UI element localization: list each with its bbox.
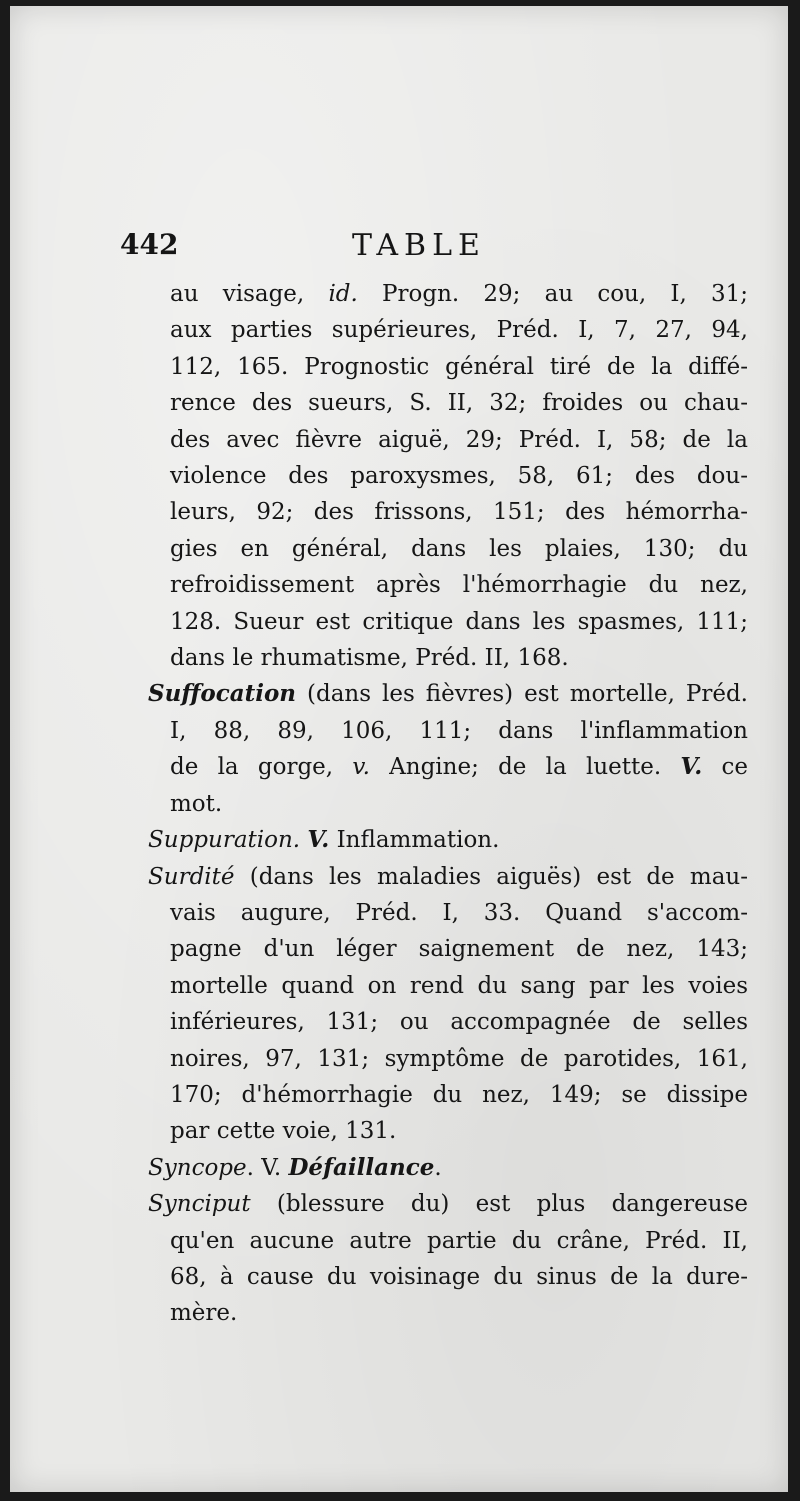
text-segment: (blessure du) est plus dangereuse — [250, 1191, 748, 1218]
text-segment: 112, 165. Prognostic général tiré de la diffé- — [170, 353, 748, 380]
emphasized-text: V. — [307, 826, 330, 854]
emphasized-text: V. — [680, 753, 703, 781]
text-line — [148, 749, 748, 785]
text-line — [148, 859, 748, 895]
text-segment: des avec fièvre aiguë, 29; Préd. I, 58; de la — [170, 426, 748, 453]
text-segment: . V. — [246, 1154, 289, 1181]
emphasized-text: Défaillance — [288, 1153, 435, 1181]
emphasized-text: Suppuration. — [148, 827, 301, 854]
text-line — [148, 676, 748, 712]
text-line — [148, 713, 748, 749]
text-line — [148, 494, 748, 530]
text-line — [148, 1295, 748, 1331]
emphasized-text: Surdité — [148, 863, 235, 890]
text-segment: pagne d'un léger saignement de nez, 143; — [170, 936, 748, 963]
text-segment: leurs, 92; des frissons, 151; des hémorrha- — [170, 499, 748, 526]
text-segment: . — [434, 1154, 442, 1181]
text-line — [148, 968, 748, 1004]
text-line — [148, 895, 748, 931]
text-segment: refroidissement après l'hémorrhagie du nez, — [170, 572, 748, 599]
text-segment: mère. — [170, 1300, 238, 1327]
text-segment: aux parties supérieures, Préd. I, 7, 27, 94, — [170, 317, 748, 344]
text-segment: Inflammation. — [329, 827, 500, 854]
text-line — [148, 531, 748, 567]
running-title: TABLE — [352, 228, 486, 263]
text-segment: gies en général, dans les plaies, 130; du — [170, 535, 748, 562]
emphasized-text: Syncope — [148, 1154, 247, 1181]
text-line — [148, 822, 748, 858]
text-line — [148, 1259, 748, 1295]
text-line — [148, 1186, 748, 1222]
text-line — [148, 604, 748, 640]
text-segment: vais augure, Préd. I, 33. Quand s'accom- — [170, 899, 748, 926]
text-line — [148, 1004, 748, 1040]
page-number: 442 — [120, 228, 179, 261]
text-line — [148, 1041, 748, 1077]
text-line — [148, 1113, 748, 1149]
text-line — [148, 349, 748, 385]
page-header — [120, 228, 740, 268]
book-page — [10, 6, 788, 1492]
text-segment: 170; d'hémorrhagie du nez, 149; se dissipe — [170, 1081, 748, 1108]
text-segment: au visage, — [170, 281, 329, 307]
emphasized-text: id. — [328, 281, 358, 307]
text-segment: I, 88, 89, 106, 111; dans l'inflammation — [170, 717, 748, 744]
text-segment: (dans les fièvres) est mortelle, Préd. — [296, 681, 748, 708]
text-line — [148, 385, 748, 421]
text-segment: mortelle quand on rend du sang par les voies — [170, 972, 748, 999]
text-line — [148, 458, 748, 494]
emphasized-text: Synciput — [148, 1191, 251, 1218]
text-segment: Progn. 29; au cou, I, 31; — [357, 281, 748, 307]
text-segment: (dans les maladies aiguës) est de mau- — [234, 863, 748, 890]
text-segment: violence des paroxysmes, 58, 61; des dou- — [170, 463, 748, 490]
text-segment: rence des sueurs, S. II, 32; froides ou chau- — [170, 390, 748, 417]
text-segment: dans le rhumatisme, Préd. II, 168. — [170, 645, 569, 672]
text-segment: mot. — [170, 790, 223, 817]
text-segment: noires, 97, 131; symptôme de parotides, 161, — [170, 1045, 748, 1072]
text-segment: Angine; de la luette. — [369, 754, 681, 781]
text-line — [148, 312, 748, 348]
text-line — [148, 567, 748, 603]
text-line — [148, 1077, 748, 1113]
text-segment: 68, à cause du voisinage du sinus de la dure- — [170, 1263, 748, 1290]
text-segment: qu'en aucune autre partie du crâne, Préd. II, — [170, 1227, 748, 1254]
emphasized-text: Suffocation — [148, 680, 297, 708]
text-line — [148, 1223, 748, 1259]
text-segment: de la gorge, — [170, 754, 353, 781]
text-line — [148, 422, 748, 458]
text-line — [148, 640, 748, 676]
text-line — [148, 276, 748, 312]
text-line — [148, 786, 748, 822]
text-segment: ce — [702, 754, 748, 781]
index-entries — [148, 276, 748, 1332]
text-segment: 128. Sueur est critique dans les spasmes, 111; — [170, 608, 748, 635]
emphasized-text: v. — [352, 754, 370, 781]
text-line — [148, 931, 748, 967]
text-line — [148, 1150, 748, 1186]
text-segment: inférieures, 131; ou accompagnée de selles — [170, 1009, 748, 1036]
text-segment: par cette voie, 131. — [170, 1118, 397, 1145]
